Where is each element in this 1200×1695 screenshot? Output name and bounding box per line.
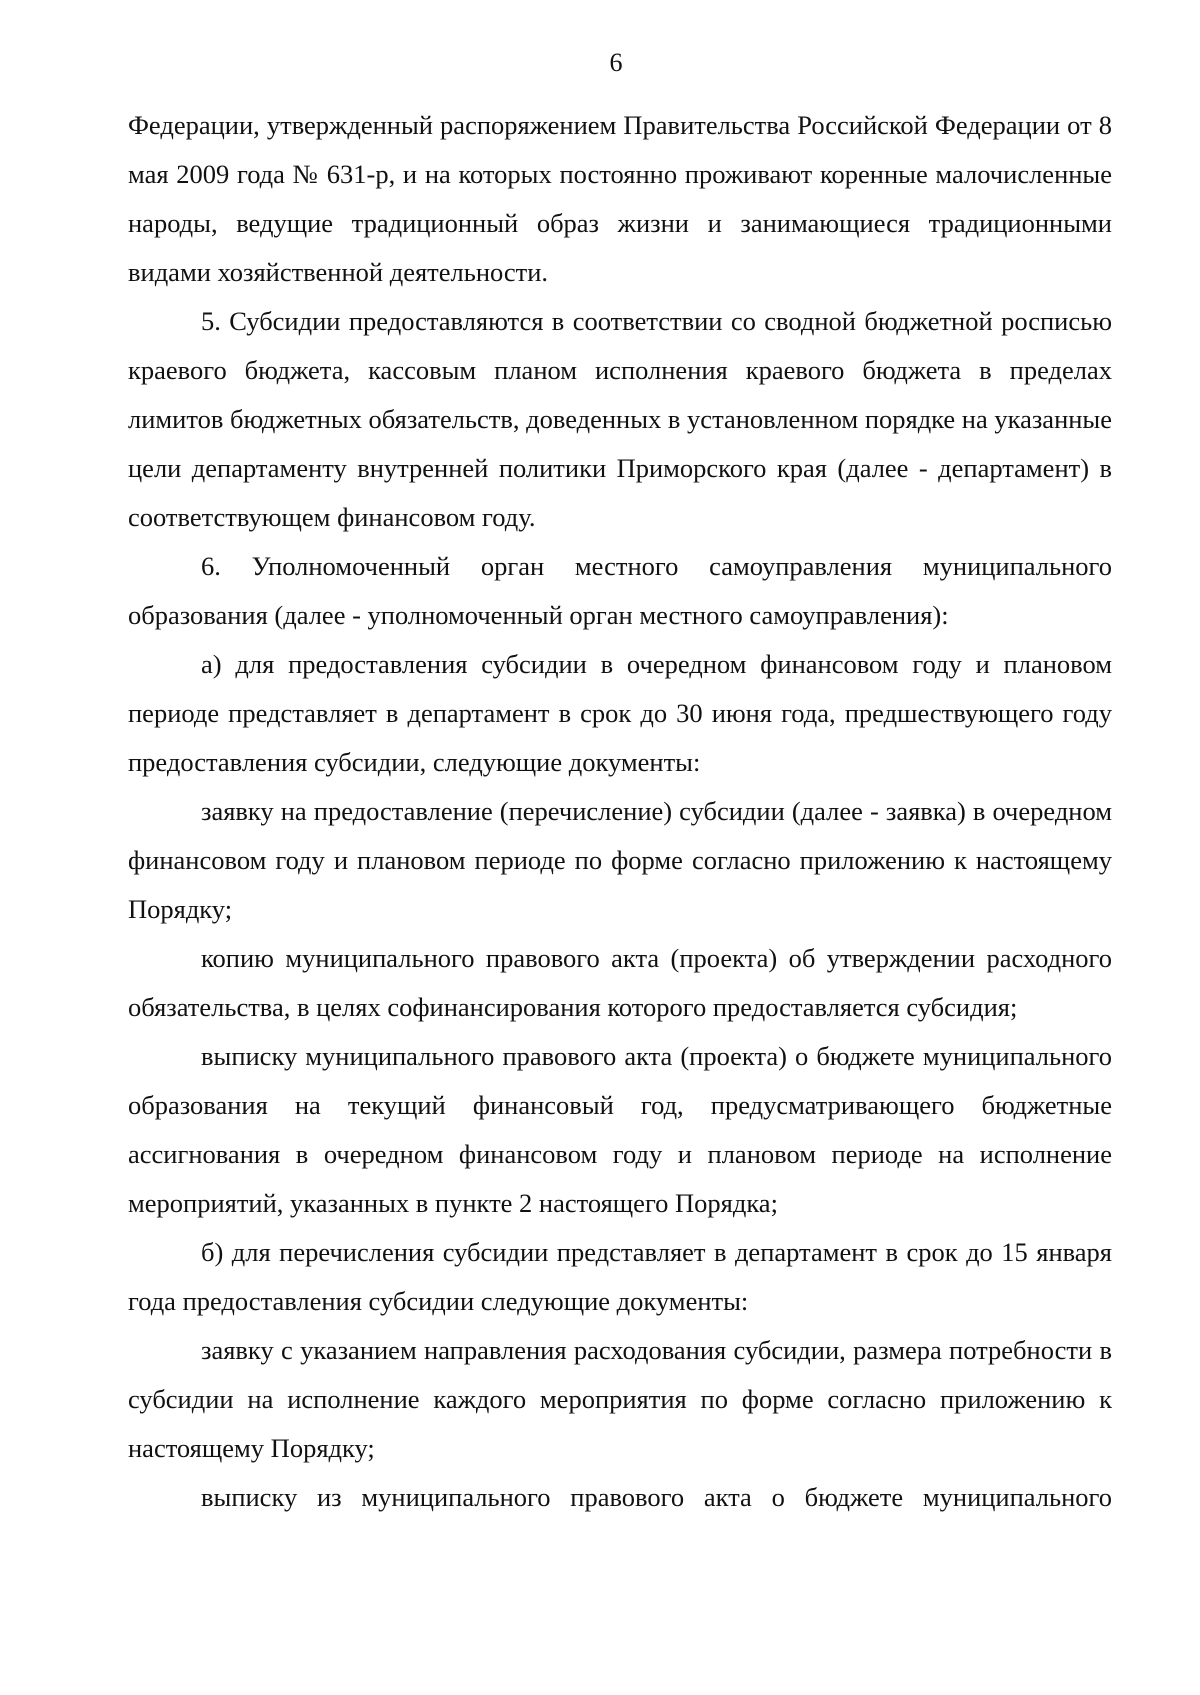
paragraph-application: заявку на предоставление (перечисление) субсидии (далее - заявка) в очередном финансовом году и плановом периоде по форме согласно приложению к настоящему Порядку; [128,796,1112,924]
paragraph-extract-continues: выписку из муниципального правового акта о бюджете муниципального [201,1482,1112,1512]
paragraph-item-6: 6. Уполномоченный орган местного самоуправления муниципального образования (далее - уполномоченный орган местного самоуправления): [128,551,1112,630]
paragraph-application-direction: заявку с указанием направления расходования субсидии, размера потребности в субсидии на исполнение каждого мероприятия по форме согласно приложению к настоящему Порядку; [128,1335,1112,1463]
paragraph-continuation: Федерации, утвержденный распоряжением Правительства Российской Федерации от 8 мая 2009 года № 631-р, и на которых постоянно проживают коренные малочисленные народы, ведущие традиционный образ жизни и занимающиеся традиционными видами хозяйственной деятельности. [128,110,1112,287]
paragraph-subitem-a: а) для предоставления субсидии в очередном финансовом году и плановом периоде представляет в департамент в срок до 30 июня года, предшествующего году предоставления субсидии, следующие документы: [128,649,1112,777]
paragraph-item-5: 5. Субсидии предоставляются в соответствии со сводной бюджетной росписью краевого бюджета, кассовым планом исполнения краевого бюджета в пределах лимитов бюджетных обязательств, доведенных в установленном порядке на указанные цели департаменту внутренней политики Приморского края (далее - департамент) в соответствующем финансовом году. [128,306,1112,532]
paragraph-subitem-b: б) для перечисления субсидии представляет в департамент в срок до 15 января года предоставления субсидии следующие документы: [128,1237,1112,1316]
page-number: 6 [609,48,623,77]
paragraph-budget-extract: выписку муниципального правового акта (проекта) о бюджете муниципального образования на текущий финансовый год, предусматривающего бюджетные ассигнования в очередном финансовом году и плановом периоде на исполнение мероприятий, указанных в пункте 2 настоящего Порядка; [128,1041,1112,1218]
document-body [128,101,1112,1522]
paragraph-act-copy: копию муниципального правового акта (проекта) об утверждении расходного обязательства, в целях софинансирования которого предоставляется субсидия; [128,943,1112,1022]
